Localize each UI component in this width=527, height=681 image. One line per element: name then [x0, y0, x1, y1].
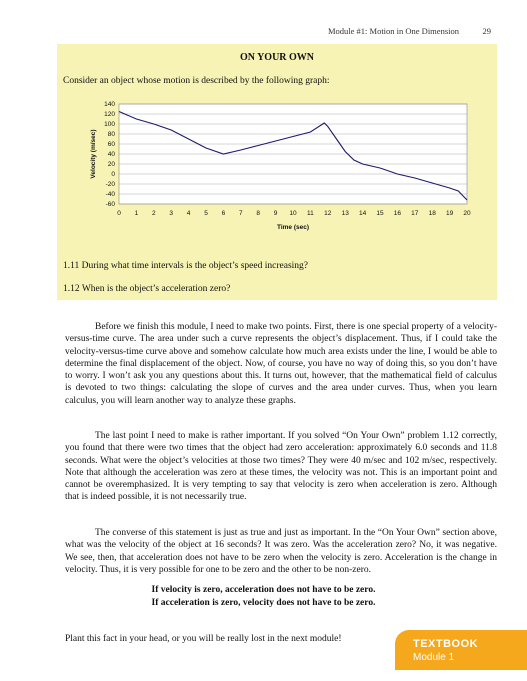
- chart-grid: [119, 104, 467, 204]
- y-tick-label: 100: [104, 121, 115, 129]
- x-tick-label: 12: [324, 210, 332, 217]
- paragraph-2: [65, 430, 497, 504]
- x-tick-label: 10: [289, 210, 297, 217]
- x-tick-label: 1: [134, 210, 139, 217]
- paragraph-2-text: The last point I need to make is rather important. If you solved “On Your Own” problem 1.12 correctly, you found that there were two times that the object had zero acceleration: approximately 6.0 seconds and 11.8 seconds. What were the object’s velocities at those two times? They were 40 m/sec and 102 m/sec, respectively. Note that although the acceleration was zero at these times, the velocity was not. This is an important point and cannot be overemphasized. It is very tempting to say that velocity is zero when acceleration is zero. Although that is indeed possible, it is not necessarily true.: [65, 431, 497, 503]
- box-intro: Consider an object whose motion is described by the following graph:: [63, 76, 330, 86]
- x-tick-label: 8: [256, 210, 261, 217]
- running-title: Module #1: Motion in One Dimension: [327, 26, 459, 36]
- x-tick-label: 14: [358, 210, 367, 217]
- velocity-time-chart: [57, 100, 497, 236]
- tag-line-2: Module 1: [413, 652, 455, 663]
- x-tick-label: 9: [273, 210, 278, 217]
- y-tick-label: 60: [107, 141, 115, 149]
- paragraph-1-text: Before we finish this module, I need to make two points. First, there is one special property of a velocity-versus-time curve. The area under such a curve represents the object’s displacement. Thus, if I could take the velocity-versus-time curve above and somehow calculate how much area exists under the line, I would be able to determine the final displacement of the object. Now, of course, you have no way of doing this, so you don’t have to worry. I won’t ask you any questions about this. It turns out, however, that the mathematical field of calculus is devoted to two things: calculating the slope of curves and the area under curves. Thus, when you learn calculus, you will learn another way to analyze these graphs.: [65, 322, 497, 406]
- y-tick-label: 80: [107, 131, 115, 139]
- x-tick-label: 5: [204, 210, 208, 217]
- x-tick-label: 18: [428, 210, 436, 217]
- y-tick-label: 40: [107, 151, 115, 159]
- x-tick-label: 0: [117, 210, 121, 217]
- paragraph-3: [65, 527, 497, 576]
- y-tick-label: 20: [107, 161, 115, 169]
- y-axis-label: Velocity (m/sec): [90, 129, 97, 179]
- question-1-11: 1.11 During what time intervals is the object’s speed increasing?: [63, 261, 309, 271]
- x-axis-label: Time (sec): [276, 224, 310, 231]
- box-title: ON YOUR OWN: [239, 52, 315, 63]
- x-tick-label: 4: [186, 210, 191, 217]
- x-tick-label: 3: [169, 210, 174, 217]
- page-number: 29: [482, 26, 491, 36]
- y-tick-label: -20: [105, 181, 115, 189]
- rule-1: If velocity is zero, acceleration does not have to be zero.: [151, 585, 376, 595]
- y-tick-label: 140: [104, 101, 115, 109]
- question-1-12: 1.12 When is the object’s acceleration zero?: [63, 284, 231, 294]
- y-tick-label: -60: [105, 201, 115, 209]
- y-tick-label: 120: [104, 111, 115, 119]
- x-tick-label: 13: [341, 210, 349, 217]
- y-tick-label: 0: [111, 171, 115, 179]
- closing-sentence: Plant this fact in your head, or you will be really lost in the next module!: [65, 634, 342, 644]
- x-tick-label: 17: [411, 210, 419, 217]
- x-tick-label: 6: [221, 210, 226, 217]
- x-tick-label: 11: [307, 210, 314, 217]
- paragraph-3-text: The converse of this statement is just as true and just as important. In the “On Your Own” section above, what was the velocity of the object at 16 seconds? It was zero. Was the acceleration zero? No, it was negative. We see, then, that acceleration does not have to be zero when the velocity is zero. Acceleration is the change in velocity. Thus, it is very possible for one to be zero and the other to be non-zero.: [65, 528, 497, 575]
- x-tick-label: 19: [445, 210, 454, 217]
- tag-line-1: TEXTBOOK: [413, 638, 479, 650]
- paragraph-1: [65, 321, 497, 407]
- x-tick-label: 15: [376, 210, 384, 217]
- textbook-module-tag[interactable]: [395, 630, 527, 670]
- rule-2: If acceleration is zero, velocity does not have to be zero.: [151, 598, 376, 608]
- on-your-own-box: [57, 44, 497, 300]
- x-tick-label: 7: [238, 210, 243, 217]
- y-tick-label: -40: [105, 191, 115, 199]
- x-tick-label: 20: [463, 210, 471, 217]
- x-tick-label: 2: [151, 210, 156, 217]
- x-tick-label: 16: [393, 210, 402, 217]
